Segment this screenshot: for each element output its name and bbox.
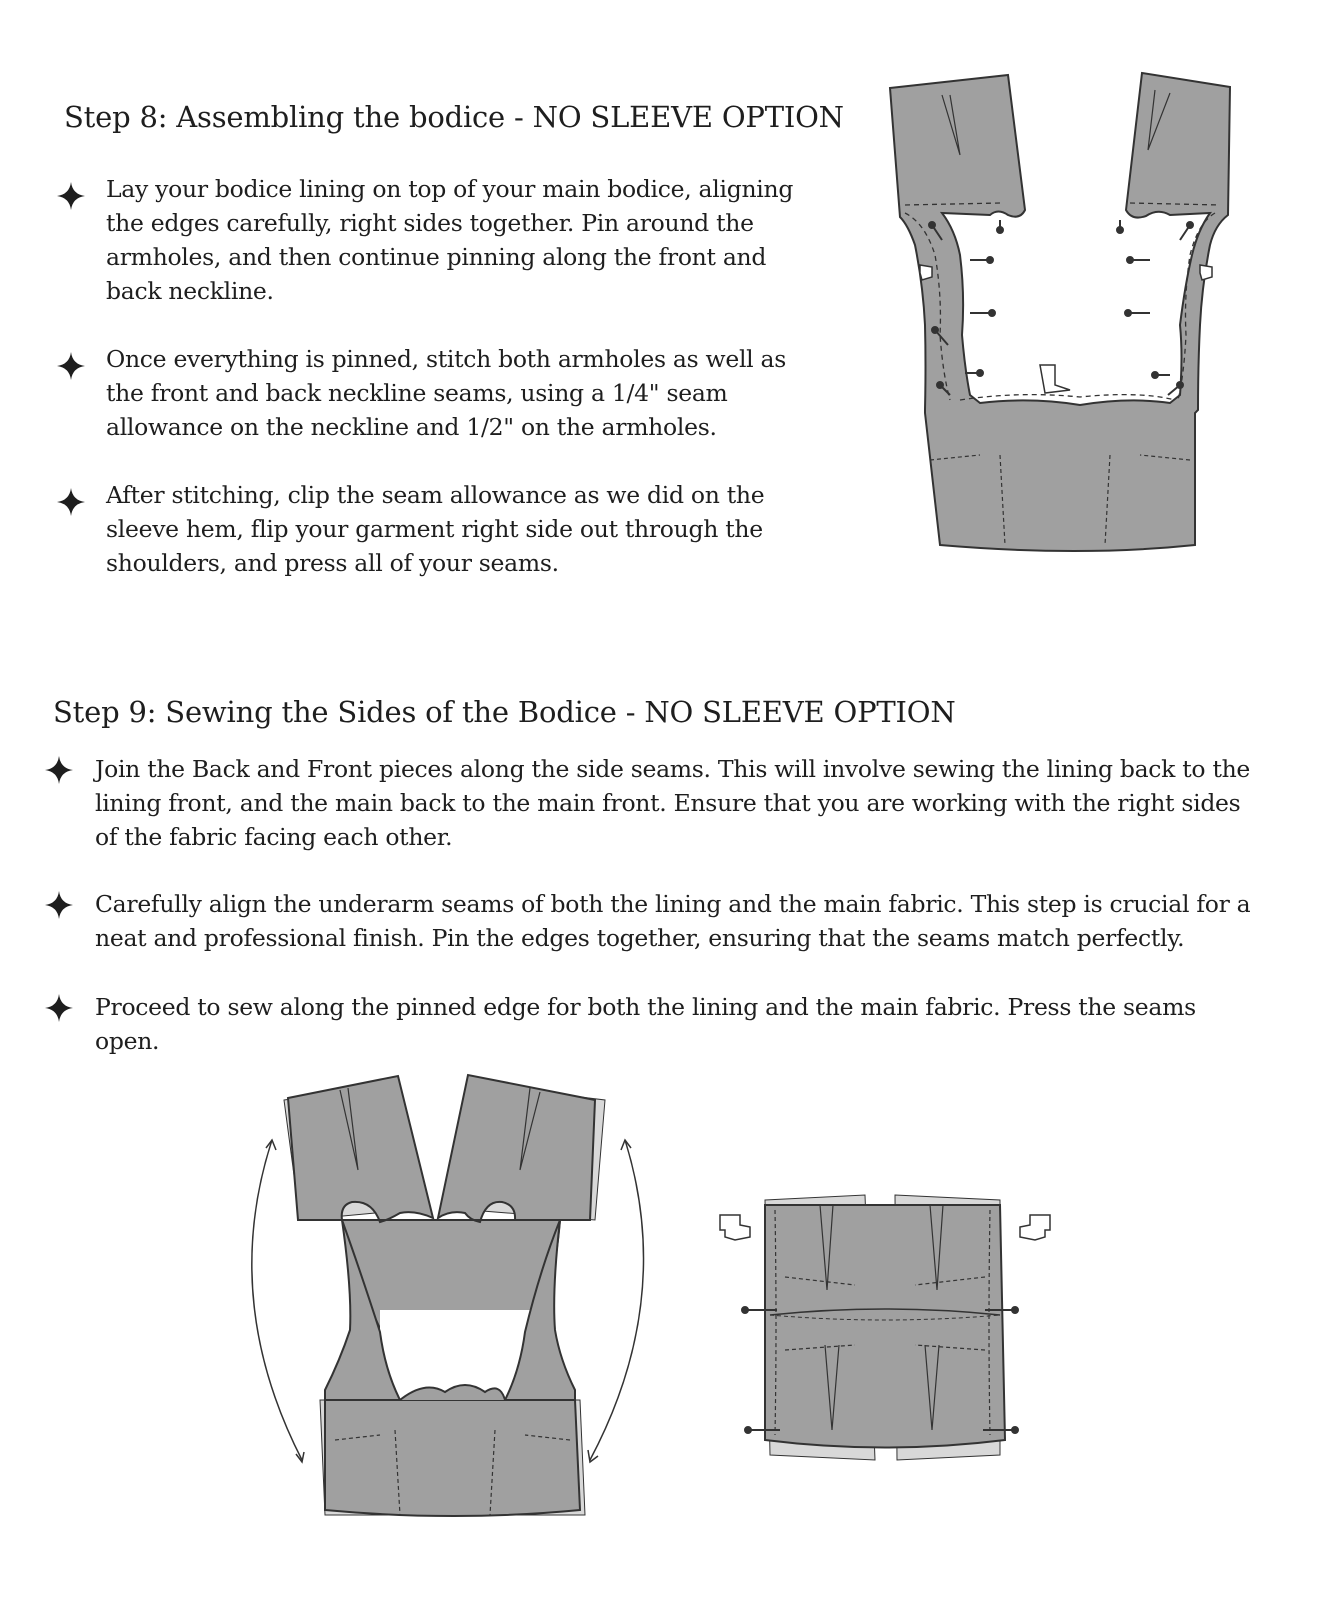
step8-bullet-text-2: Once everything is pinned, stitch both armholes as well as the front and back neckline seams, using a 1/4" seam allowance on the neckline and 1/2" on the armholes. <box>106 345 787 441</box>
step8-bullet-text-1: Lay your bodice lining on top of your main bodice, aligning the edges carefully, right sides together. Pin around the armholes, and then continue pinning along the front and back neckline. <box>106 175 794 305</box>
step8-bullet-list <box>56 172 816 592</box>
four-point-star-icon <box>56 181 86 211</box>
step9-title: Step 9: Sewing the Sides of the Bodice - NO SLEEVE OPTION <box>53 695 956 729</box>
step8-bullet-text-3: After stitching, clip the seam allowance as we did on the sleeve hem, flip your garment right side out through the shoulders, and press all of your seams. <box>106 481 765 577</box>
step9-bullet-text-2: Carefully align the underarm seams of both the lining and the main fabric. This step is crucial for a neat and professional finish. Pin the edges together, ensuring that the seams match perfectly. <box>95 890 1251 952</box>
bodice-piece <box>765 1205 1005 1448</box>
step9-bullet-text-1: Join the Back and Front pieces along the side seams. This will involve sewing the lining back to the lining front, and the main back to the main front. Ensure that you are working with the right sides of the fabric facing each other. <box>95 755 1251 851</box>
four-point-star-icon <box>44 755 74 785</box>
step9-bullet-text-3: Proceed to sew along the pinned edge for both the lining and the main fabric. Press the seams open. <box>95 993 1196 1055</box>
four-point-star-icon <box>56 487 86 517</box>
step9-closed-bodice-illustration <box>715 1185 1055 1470</box>
step8-bodice-illustration <box>880 55 1260 565</box>
pin-icon <box>929 220 1193 395</box>
four-point-star-icon <box>44 993 74 1023</box>
step9-bullet-list <box>44 752 1284 1072</box>
four-point-star-icon <box>44 890 74 920</box>
step9-open-bodice-illustration <box>240 1070 660 1540</box>
step8-title: Step 8: Assembling the bodice - NO SLEEVE OPTION <box>64 100 844 134</box>
four-point-star-icon <box>56 351 86 381</box>
